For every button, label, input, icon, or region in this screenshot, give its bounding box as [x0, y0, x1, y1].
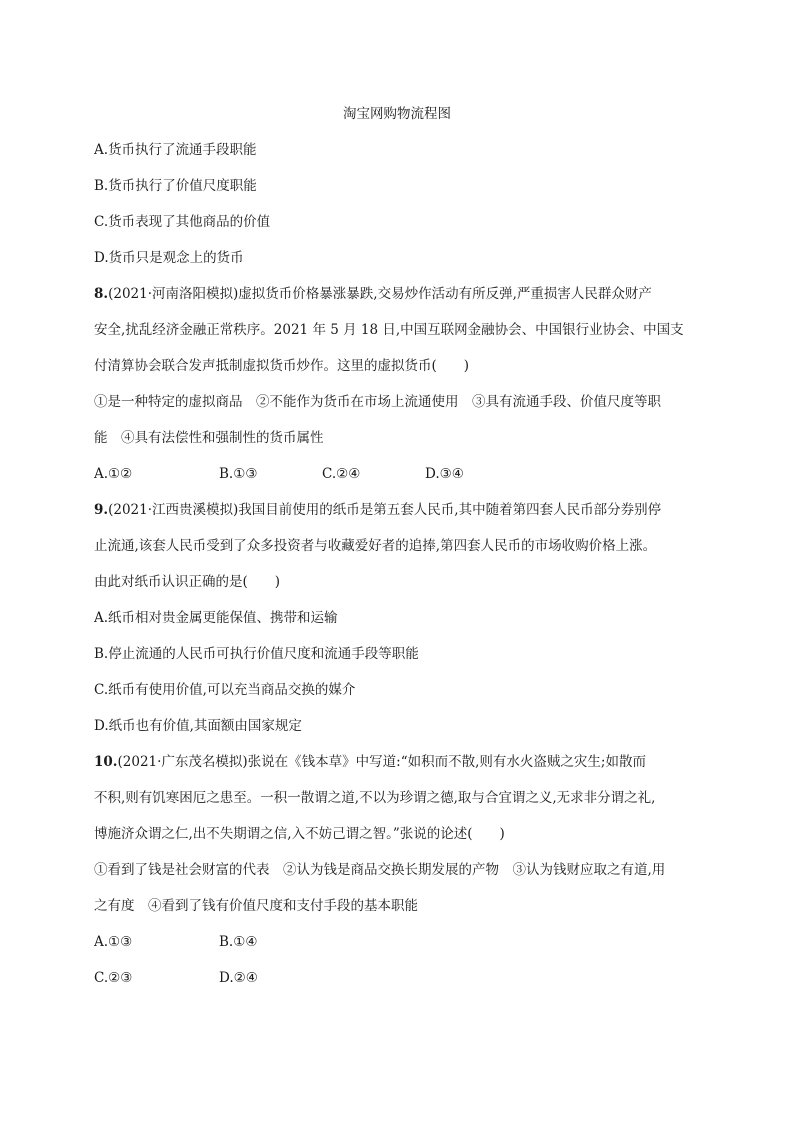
q10-choice-d: D.②④	[219, 970, 258, 986]
q8-stem-line-2: 安全,扰乱经济金融正常秩序。2021 年 5 月 18 日,中国互联网金融协会、中国银行业协会、中国支	[94, 322, 684, 338]
q9-option-c: C.纸币有使用价值,可以充当商品交换的媒介	[94, 682, 356, 698]
q10-statements-line-2: 之有度 ④看到了钱有价值尺度和支付手段的基本职能	[94, 898, 418, 914]
q8-stem-text-1: (2021·河南洛阳模拟)虚拟货币价格暴涨暴跌,交易炒作活动有所反弹,严重损害人民群众财产	[108, 286, 652, 302]
q9-stem-line-3: 由此对纸币认识正确的是( )	[94, 574, 281, 590]
q8-number: 8.	[94, 286, 109, 302]
q9-number: 9.	[94, 502, 109, 518]
q10-stem-text-1: (2021·广东茂名模拟)张说在《钱本草》中写道:“如积而不散,则有水火盗贼之灾生;如散而	[117, 754, 646, 770]
q8-choice-a: A.①②	[94, 466, 133, 482]
q8-choice-b: B.①③	[219, 466, 258, 482]
q10-stem-line-3: 博施济众谓之仁,出不失期谓之信,入不妨己谓之智。”张说的论述( )	[94, 826, 505, 842]
q9-option-a: A.纸币相对贵金属更能保值、携带和运输	[94, 610, 338, 626]
q8-choice-c: C.②④	[322, 466, 361, 482]
q9-option-d: D.纸币也有价值,其面额由国家规定	[94, 718, 302, 734]
q10-choice-a: A.①③	[94, 934, 133, 950]
q7-option-b: B.货币执行了价值尺度职能	[94, 178, 257, 194]
q10-stem-line-2: 不积,则有饥寒困厄之患至。一积一散谓之道,不以为珍谓之德,取与合宜谓之义,无求非分谓之礼,	[94, 790, 656, 806]
q8-statements-line-1: ①是一种特定的虚拟商品 ②不能作为货币在市场上流通使用 ③具有流通手段、价值尺度等职	[94, 394, 661, 410]
q10-choice-c: C.②③	[94, 970, 133, 986]
q7-option-c: C.货币表现了其他商品的价值	[94, 214, 271, 230]
q8-statements-line-2: 能 ④具有法偿性和强制性的货币属性	[94, 430, 324, 446]
q7-option-d: D.货币只是观念上的货币	[94, 250, 244, 266]
q9-stem-line-2: 止流通,该套人民币受到了众多投资者与收藏爱好者的追捧,第四套人民币的市场收购价格上涨。	[94, 538, 657, 554]
figure-caption: 淘宝网购物流程图	[343, 106, 451, 122]
q9-stem-line-1	[94, 501, 661, 519]
q10-statements-line-1: ①看到了钱是社会财富的代表 ②认为钱是商品交换长期发展的产物 ③认为钱财应取之有道,用	[94, 862, 666, 878]
q10-stem-line-1	[94, 753, 646, 771]
q8-stem-line-3: 付清算协会联合发声抵制虚拟货币炒作。这里的虚拟货币( )	[94, 358, 470, 374]
q10-number: 10.	[94, 754, 118, 770]
q7-option-a: A.货币执行了流通手段职能	[94, 142, 257, 158]
q9-stem-text-1: (2021·江西贵溪模拟)我国目前使用的纸币是第五套人民币,其中随着第四套人民币部分券别停	[108, 502, 662, 518]
q8-stem-line-1	[94, 285, 652, 303]
q8-choice-d: D.③④	[425, 466, 464, 482]
q9-option-b: B.停止流通的人民币可执行价值尺度和流通手段等职能	[94, 646, 419, 662]
q10-choice-b: B.①④	[219, 934, 258, 950]
